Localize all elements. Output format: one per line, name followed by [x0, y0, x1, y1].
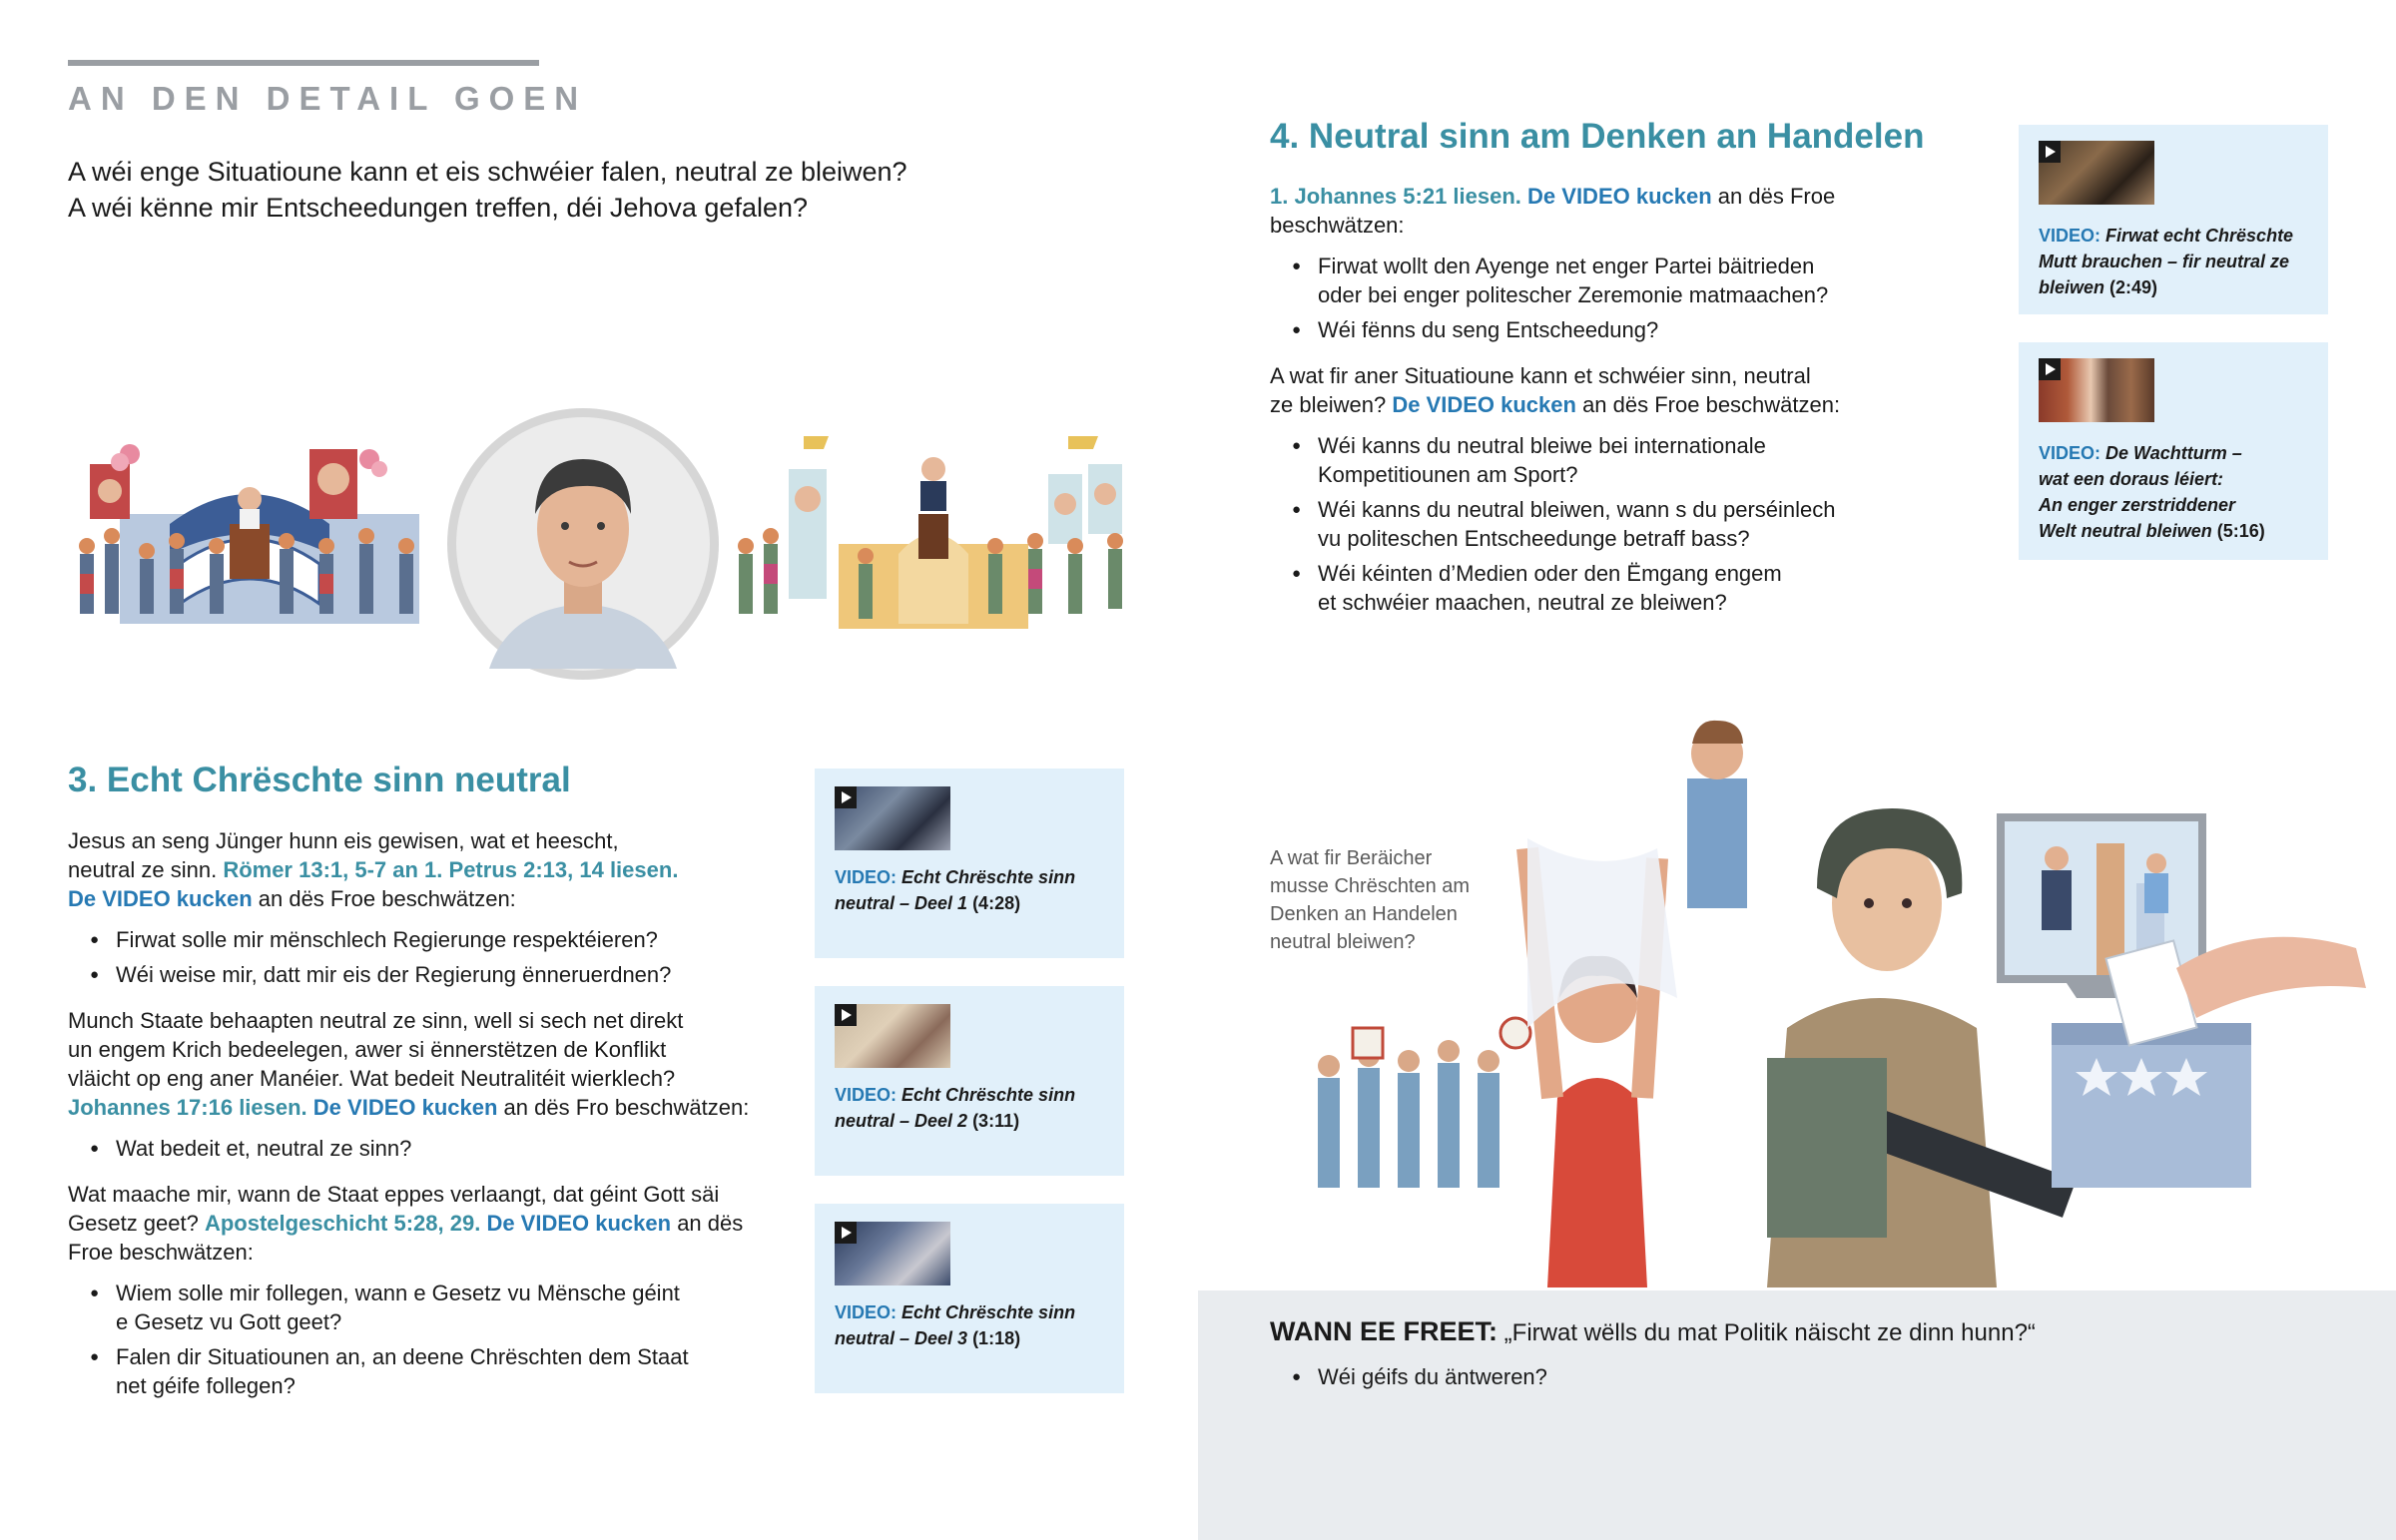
- video-caption: [835, 1299, 1075, 1351]
- section4-body: [1270, 182, 1869, 623]
- list-item: [1270, 495, 1869, 553]
- video-duration: (5:16): [2211, 521, 2265, 541]
- cheering-teen: [1687, 721, 1747, 908]
- video-title: De Wachtturm –: [2100, 443, 2242, 463]
- bullet-line: et schwéier maachen, neutral ze bleiwen?: [1318, 590, 1727, 615]
- video-caption: [2039, 223, 2293, 300]
- s3p2-line3: vläicht op eng aner Manéier. Wat bedeit Neutralitéit wierklech?: [68, 1066, 676, 1091]
- s3p3-text2: Gesetz geet?: [68, 1211, 205, 1236]
- video-duration: (2:49): [2104, 277, 2158, 297]
- list-item: ● Wéi géifs du äntweren?: [1270, 1362, 1547, 1391]
- video-title: Echt Chrëschte sinn: [897, 1302, 1076, 1322]
- question-box: [1198, 1290, 2396, 1540]
- bullet-line: Falen dir Situatiounen an, an deene Chrëschten dem Staat: [116, 1344, 689, 1369]
- section4-title: 4. Neutral sinn am Denken an Handelen: [1270, 117, 1925, 156]
- video-title: bleiwen: [2039, 277, 2105, 297]
- video-duration: (1:18): [967, 1328, 1021, 1348]
- video-title: neutral – Deel 1: [835, 893, 968, 913]
- video-duration: (4:28): [967, 893, 1021, 913]
- video-label: VIDEO:: [835, 1302, 898, 1322]
- section-header-label: AN DEN DETAIL GOEN: [68, 80, 588, 117]
- video-box-deel-1[interactable]: [815, 769, 1124, 958]
- video-caption: [835, 864, 1075, 916]
- list-item: [1270, 559, 1869, 617]
- video-label: VIDEO:: [835, 867, 898, 887]
- section3-paragraph-2: [68, 1006, 797, 1122]
- video-title: Echt Chrëschte sinn: [897, 1085, 1076, 1105]
- list-item: ● Firwat solle mir mënschlech Regierunge respektéieren?: [68, 925, 797, 954]
- section4-paragraph-2: [1270, 361, 1869, 419]
- video-caption: [835, 1082, 1075, 1134]
- section3-paragraph-1: [68, 826, 797, 913]
- caption-line: A wat fir Beräicher: [1270, 847, 1433, 869]
- list-item: [68, 1279, 797, 1336]
- play-icon[interactable]: [2039, 358, 2061, 380]
- s3p3-line3: Froe beschwätzen:: [68, 1240, 254, 1265]
- s4p2-video-link[interactable]: De VIDEO kucken: [1392, 392, 1576, 417]
- bullet-line: Wéi kéinten d’Medien oder den Ëmgang engem: [1318, 561, 1782, 586]
- bullet-line: oder bei enger politescher Zeremonie matmaachen?: [1318, 282, 1829, 307]
- video-thumbnail[interactable]: [835, 786, 950, 850]
- video-thumbnail[interactable]: [2039, 358, 2154, 422]
- s3p1-line1: Jesus an seng Jünger hunn eis gewisen, wat et heescht,: [68, 828, 619, 853]
- left-rally-scene: [79, 444, 419, 624]
- bullet-line: net géife follegen?: [116, 1373, 296, 1398]
- section3-bullets-1: [68, 925, 797, 989]
- list-item: [1270, 431, 1869, 489]
- s3p2-line2: un engem Krich bedeelegen, awer si ënnerstëtzen de Konflikt: [68, 1037, 667, 1062]
- bullet-line: Firwat wollt den Ayenge net enger Partei bäitrieden: [1318, 254, 1815, 278]
- bullet-line: Wéi fënns du seng Entscheedung?: [1318, 317, 1659, 342]
- video-title: Firwat echt Chrëschte: [2100, 226, 2294, 246]
- intro-question-1: A wéi enge Situatioune kann et eis schwéier falen, neutral ze bleiwen?: [68, 157, 907, 187]
- play-icon[interactable]: [2039, 141, 2061, 163]
- section4-bullets-2: [1270, 431, 1869, 617]
- section3-bullets-3: [68, 1279, 797, 1400]
- video-box-wachtturm[interactable]: [2019, 342, 2328, 560]
- play-icon[interactable]: [835, 1222, 857, 1244]
- s3p3-line1: Wat maache mir, wann de Staat eppes verlaangt, dat géint Gott säi: [68, 1182, 720, 1207]
- video-thumbnail[interactable]: [835, 1004, 950, 1068]
- play-icon[interactable]: [835, 1004, 857, 1026]
- s3p2-after: an dës Fro beschwätzen:: [497, 1095, 750, 1120]
- video-title: Mutt brauchen – fir neutral ze: [2039, 252, 2290, 271]
- portrait-circle: [447, 408, 719, 680]
- bullet-line: Wiem solle mir follegen, wann e Gesetz vu Mënsche géint: [116, 1281, 680, 1305]
- list-item: ● Wat bedeit et, neutral ze sinn?: [68, 1134, 797, 1163]
- s3p1-after: an dës Froe beschwätzen:: [252, 886, 516, 911]
- question-bullets: [1270, 1362, 1547, 1397]
- list-item: [68, 1342, 797, 1400]
- s3p2-video-link[interactable]: De VIDEO kucken: [312, 1095, 498, 1120]
- bullet-line: Wéi kanns du neutral bleiwen, wann s du perséinlech: [1318, 497, 1836, 522]
- video-title: neutral – Deel 2: [835, 1111, 968, 1131]
- neutrality-illustration: [1298, 699, 2376, 1287]
- video-duration: (3:11): [967, 1111, 1020, 1131]
- caption-line: neutral bleiwen?: [1270, 931, 1416, 953]
- question-line: [1270, 1316, 2036, 1347]
- s4p2-after: an dës Froe beschwätzen:: [1575, 392, 1841, 417]
- s3p3-video-link[interactable]: De VIDEO kucken: [486, 1211, 672, 1236]
- s4p1-video-link[interactable]: De VIDEO kucken: [1527, 184, 1712, 209]
- s4p1-scripture-link[interactable]: 1. Johannes 5:21 liesen.: [1270, 184, 1521, 209]
- bullet-line: Wéi kanns du neutral bleiwe bei internationale: [1318, 433, 1766, 458]
- right-rally-scene: [738, 436, 1123, 629]
- s4p1-line2: beschwätzen:: [1270, 213, 1405, 238]
- section3-title: 3. Echt Chrëschte sinn neutral: [68, 761, 571, 799]
- video-label: VIDEO:: [2039, 443, 2101, 463]
- s3p3-after: an dës: [671, 1211, 744, 1236]
- section4-bullets-1: [1270, 252, 1869, 344]
- s3p2-line1: Munch Staate behaapten neutral ze sinn, well si sech net direkt: [68, 1008, 684, 1033]
- section3-paragraph-3: [68, 1180, 797, 1267]
- bullet-line: vu politeschen Entscheedunge betraff bass?: [1318, 526, 1750, 551]
- section3-bullets-2: [68, 1134, 797, 1163]
- question-text: „Firwat wëlls du mat Politik näischt ze dinn hunn?“: [1498, 1319, 2036, 1346]
- intro-question-2: A wéi kënne mir Entscheedungen treffen, déi Jehova gefalen?: [68, 193, 809, 223]
- video-title: Echt Chrëschte sinn: [897, 867, 1076, 887]
- video-title: neutral – Deel 3: [835, 1328, 968, 1348]
- football-fan: [1527, 838, 1677, 1287]
- video-title: wat een doraus léiert:: [2039, 469, 2224, 489]
- s4p2-line1: A wat fir aner Situatioune kann et schwéier sinn, neutral: [1270, 363, 1811, 388]
- bullet-line: Kompetitiounen am Sport?: [1318, 462, 1578, 487]
- video-box-courage[interactable]: [2019, 125, 2328, 314]
- s3p1-video-link[interactable]: De VIDEO kucken: [68, 886, 253, 911]
- s4p2-text2: ze bleiwen?: [1270, 392, 1393, 417]
- s3p3-scripture-link[interactable]: Apostelgeschicht 5:28, 29.: [204, 1211, 481, 1236]
- protest-group: [1318, 1018, 1530, 1188]
- s3p1-text2: neutral ze sinn.: [68, 857, 224, 882]
- s3p2-scripture-link[interactable]: Johannes 17:16 liesen.: [68, 1095, 307, 1120]
- illustration-caption: [1270, 844, 1470, 956]
- caption-line: musse Chrëschten am: [1270, 875, 1471, 897]
- video-box-deel-3[interactable]: [815, 1204, 1124, 1393]
- video-box-deel-2[interactable]: [815, 986, 1124, 1176]
- bullet-line: e Gesetz vu Gott geet?: [116, 1309, 342, 1334]
- video-label: VIDEO:: [2039, 226, 2101, 246]
- video-title: An enger zerstriddener: [2039, 495, 2236, 515]
- list-item: [1270, 252, 1869, 309]
- rally-illustration: [60, 404, 1158, 689]
- video-thumbnail[interactable]: [835, 1222, 950, 1285]
- s4p1-after: an dës Froe: [1711, 184, 1836, 209]
- section3-body: [68, 826, 797, 1406]
- section4-paragraph-1: [1270, 182, 1869, 240]
- section-header-rule: [68, 60, 539, 66]
- question-label: WANN EE FREET:: [1270, 1316, 1498, 1346]
- play-icon[interactable]: [835, 786, 857, 808]
- caption-line: Denken an Handelen: [1270, 903, 1458, 925]
- video-thumbnail[interactable]: [2039, 141, 2154, 205]
- video-label: VIDEO:: [835, 1085, 898, 1105]
- video-caption: [2039, 440, 2265, 544]
- list-item: ● Wéi weise mir, datt mir eis der Regierung ënneruerdnen?: [68, 960, 797, 989]
- video-title: Welt neutral bleiwen: [2039, 521, 2212, 541]
- list-item: [1270, 315, 1869, 344]
- s3p1-scripture-link[interactable]: Römer 13:1, 5-7 an 1. Petrus 2:13, 14 liesen.: [223, 857, 679, 882]
